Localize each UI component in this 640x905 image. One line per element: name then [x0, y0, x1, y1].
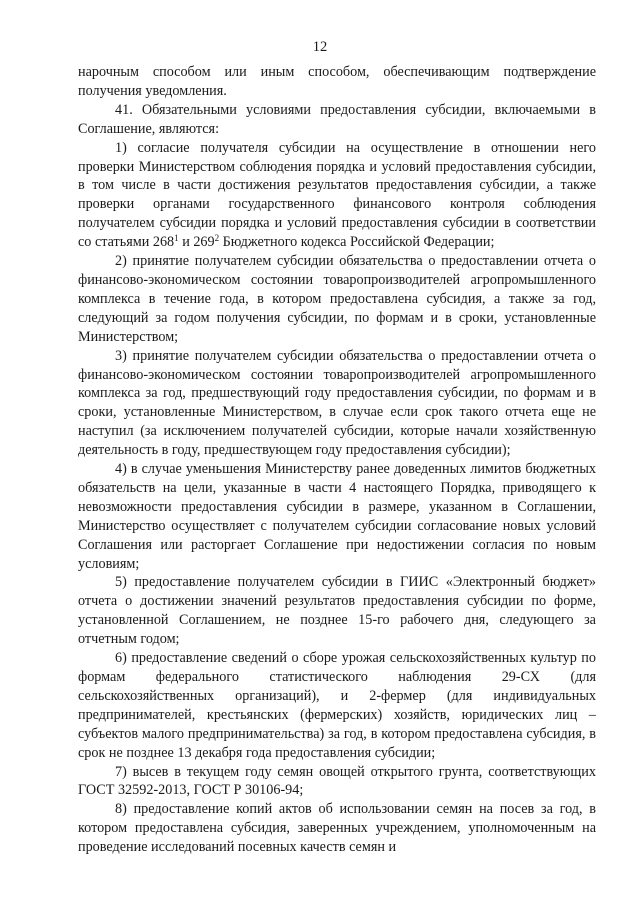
paragraph-item-1-text: 1) согласие получателя субсидии на осуществление в отношении него проверки Министерством соблюдения порядка и условий предоставления субсидии, в том числе в части достижения результатов предоставления субсидии, а также проверки органами государственного финансового контроля соблюдения получателем субсидии порядка и условий предоставления субсидии в соответствии со статьями 268 — [78, 139, 596, 251]
document-body — [78, 63, 596, 857]
paragraph-item-6: 6) предоставление сведений о сборе урожая сельскохозяйственных культур по формам федерального статистического наблюдения 29-СХ (для сельскохозяйственных организаций), и 2-фермер (для индивидуальных предпринимателей, крестьянских (фермерских) хозяйств, юридических лиц – субъектов малого предпринимательства) за год, в котором предоставлена субсидия, в срок не позднее 13 декабря года предоставления субсидии; — [78, 650, 596, 761]
superscript-1: 1 — [174, 233, 179, 244]
paragraph-item-1-mid: и 269 — [178, 234, 215, 251]
superscript-2: 2 — [214, 233, 220, 244]
paragraph-item-4: 4) в случае уменьшения Министерству ранее доведенных лимитов бюджетных обязательств на цели, указанные в части 4 настоящего Порядка, приводящего к невозможности предоставления субсидии в размере, указанном в Соглашении, Министерство осуществляет с получателем субсидии согласование новых условий Соглашения или расторгает Соглашение при недостижении согласия по новым условиям; — [78, 461, 596, 572]
paragraph-continuation: нарочным способом или иным способом, обеспечивающим подтверждение получения уведомления. — [78, 64, 596, 99]
page-number: 12 — [312, 39, 328, 55]
paragraph-item-1 — [78, 139, 596, 252]
paragraph-item-7: 7) высев в текущем году семян овощей открытого грунта, соответствующих ГОСТ 32592-2013, ГОСТ Р 30106-94; — [78, 763, 596, 799]
paragraph-item-3: 3) принятие получателем субсидии обязательства о предоставлении отчета о финансово-экономическом состоянии товаропроизводителей агропромышленного комплекса за год, предшествующий году предоставления субсидии, по формам и в сроки, установленные Министерством, в случае если срок такого отчета еще не наступил (за исключением получателей субсидии, которые начали хозяйственную деятельность в году, предшествующем году предоставления субсидии); — [78, 347, 596, 459]
paragraph-item-1-tail: Бюджетного кодекса Российской Федерации; — [219, 234, 495, 251]
paragraph-item-2: 2) принятие получателем субсидии обязательства о предоставлении отчета о финансово-экономическом состоянии товаропроизводителей агропромышленного комплекса в течение года, в котором предоставлена субсидия, а также за год, следующий за годом получения субсидии, по формам и в сроки, установленные Министерством; — [78, 253, 596, 345]
paragraph-item-8: 8) предоставление копий актов об использовании семян на посев за год, в котором предоставлена субсидия, заверенных учреждением, уполномоченным на проведение исследований посевных качеств семян и — [78, 801, 596, 856]
paragraph-item-5: 5) предоставление получателем субсидии в ГИИС «Электронный бюджет» отчета о достижении значений результатов предоставления субсидии по форме, установленной Соглашением, не позднее 15-го рабочего дня, следующего за отчетным годом; — [78, 574, 596, 648]
paragraph-41: 41. Обязательными условиями предоставления субсидии, включаемыми в Соглашение, являются: — [78, 101, 596, 137]
